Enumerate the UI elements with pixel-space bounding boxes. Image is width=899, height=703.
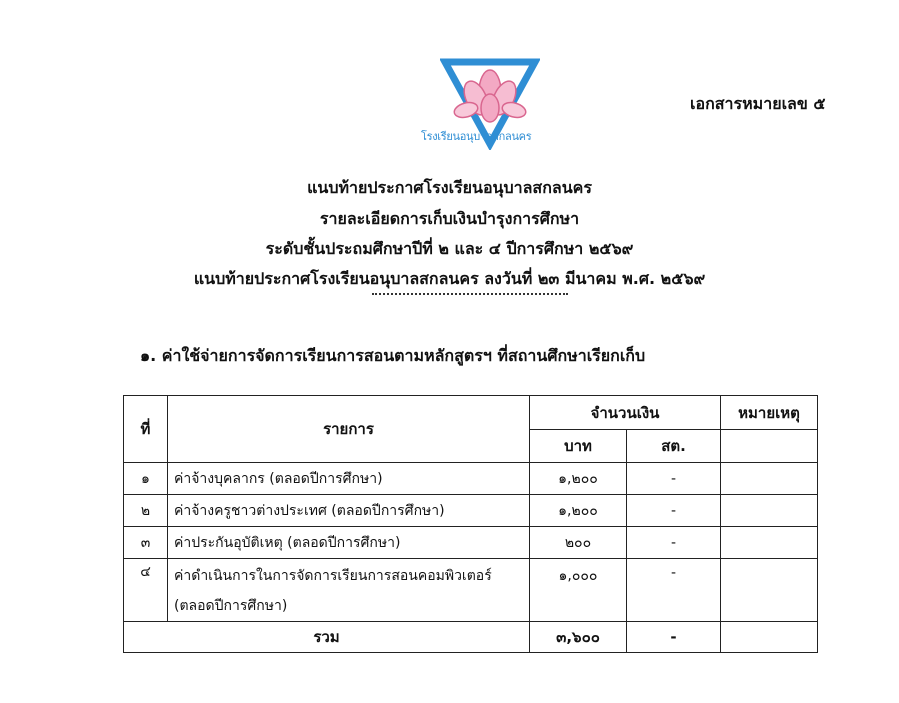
col-amount-header: จำนวนเงิน: [530, 396, 721, 430]
section-title: ๑. ค่าใช้จ่ายการจัดการเรียนการสอนตามหลักสูตรฯ ที่สถานศึกษาเรียกเก็บ: [140, 346, 646, 365]
col-note-header: หมายเหตุ: [721, 396, 818, 430]
note-cell: [721, 430, 818, 463]
col-baht-header: บาท: [530, 430, 627, 463]
fee-table: [123, 395, 818, 653]
dotted-divider: [372, 293, 568, 295]
total-row: [124, 622, 818, 653]
table-row: ๓ ค่าประกันอุบัติเหตุ (ตลอดปีการศึกษา) ๒๐๐ -: [124, 527, 818, 559]
logo-caption: โรงเรียนอนุบาลสกลนคร: [421, 130, 532, 143]
header-line-2: รายละเอียดการเก็บเงินบำรุงการศึกษา: [319, 209, 580, 228]
note-cell: [721, 463, 818, 495]
col-item-header: รายการ: [168, 396, 530, 463]
header-line-4: แนบท้ายประกาศโรงเรียนอนุบาลสกลนคร ลงวันที่ ๒๓ มีนาคม พ.ศ. ๒๕๖๙: [193, 269, 706, 288]
note-cell: [721, 622, 818, 653]
total-label: รวม: [124, 622, 530, 653]
header-line-1: แนบท้ายประกาศโรงเรียนอนุบาลสกลนคร: [307, 178, 592, 197]
note-cell: [721, 527, 818, 559]
item-line-1: ค่าดำเนินการในการจัดการเรียนการสอนคอมพิวเตอร์: [174, 568, 492, 584]
col-no-header: ที่: [124, 396, 168, 463]
note-cell: [721, 559, 818, 622]
col-satang-header: สต.: [627, 430, 721, 463]
table-row: ๑ ค่าจ้างบุคลากร (ตลอดปีการศึกษา) ๑,๒๐๐ -: [124, 463, 818, 495]
note-cell: [721, 495, 818, 527]
table-row: ๔ ค่าดำเนินการในการจัดการเรียนการสอนคอมพิวเตอร์ (ตลอดปีการศึกษา) ๑,๐๐๐ -: [124, 559, 818, 622]
table-row: ๒ ค่าจ้างครูชาวต่างประเทศ (ตลอดปีการศึกษา) ๑,๒๐๐ -: [124, 495, 818, 527]
document-number: เอกสารหมายเลข ๕: [690, 94, 826, 113]
header-line-3: ระดับชั้นประถมศึกษาปีที่ ๒ และ ๔ ปีการศึกษา ๒๕๖๙: [265, 239, 634, 258]
total-satang: -: [627, 622, 721, 653]
total-baht: ๓,๖๐๐: [530, 622, 627, 653]
item-line-2: (ตลอดปีการศึกษา): [174, 598, 288, 614]
